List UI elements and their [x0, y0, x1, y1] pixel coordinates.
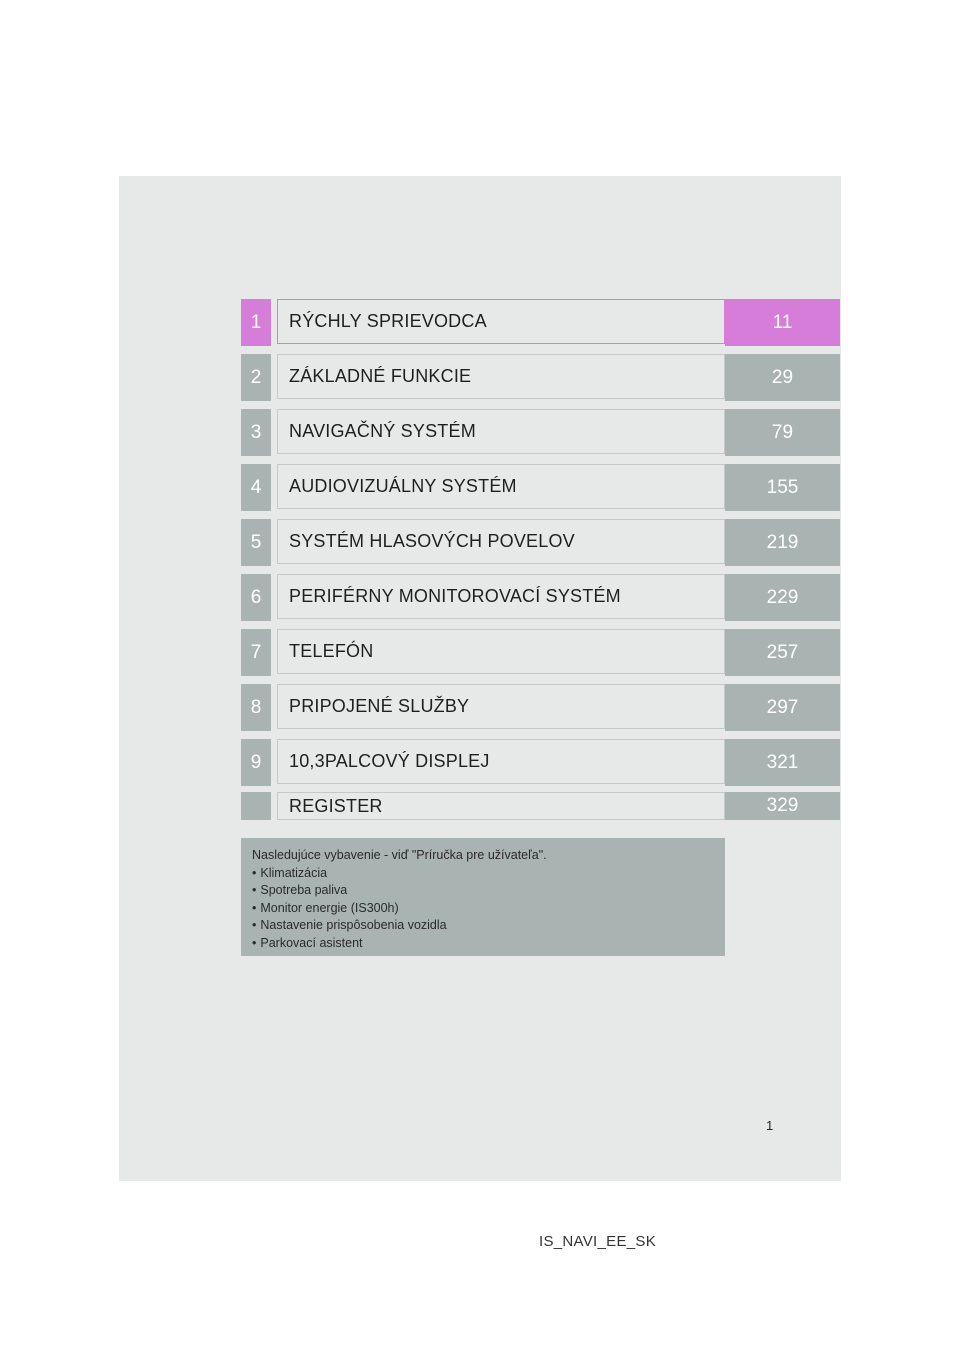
chapter-number: 5 — [241, 519, 271, 566]
chapter-number: 8 — [241, 684, 271, 731]
page-number: 1 — [766, 1118, 774, 1133]
chapter-title: PERIFÉRNY MONITOROVACÍ SYSTÉM — [277, 574, 725, 619]
chapter-number: 9 — [241, 739, 271, 786]
toc-row-1[interactable] — [241, 299, 840, 346]
footer-code: IS_NAVI_EE_SK — [539, 1233, 657, 1250]
toc-row-register[interactable] — [241, 792, 840, 820]
toc-row-3[interactable] — [241, 409, 840, 456]
chapter-page: 219 — [725, 519, 840, 566]
chapter-number-blank — [241, 792, 271, 820]
toc-row-4[interactable] — [241, 464, 840, 511]
toc-row-8[interactable] — [241, 684, 840, 731]
note-item: • Monitor energie (IS300h) — [252, 900, 714, 918]
chapter-page: 11 — [725, 299, 840, 346]
chapter-title: AUDIOVIZUÁLNY SYSTÉM — [277, 464, 725, 509]
chapter-title: SYSTÉM HLASOVÝCH POVELOV — [277, 519, 725, 564]
chapter-number: 3 — [241, 409, 271, 456]
toc-row-7[interactable] — [241, 629, 840, 676]
chapter-page: 29 — [725, 354, 840, 401]
note-item: • Nastavenie prispôsobenia vozidla — [252, 917, 714, 935]
chapter-number: 2 — [241, 354, 271, 401]
toc-row-5[interactable] — [241, 519, 840, 566]
chapter-number: 1 — [241, 299, 271, 346]
chapter-page: 79 — [725, 409, 840, 456]
toc-row-9[interactable] — [241, 739, 840, 786]
chapter-title: REGISTER — [277, 792, 725, 820]
chapter-title: TELEFÓN — [277, 629, 725, 674]
table-of-contents — [241, 299, 840, 828]
chapter-title: ZÁKLADNÉ FUNKCIE — [277, 354, 725, 399]
chapter-page: 229 — [725, 574, 840, 621]
chapter-title: PRIPOJENÉ SLUŽBY — [277, 684, 725, 729]
equipment-note — [241, 838, 725, 956]
chapter-page: 329 — [725, 792, 840, 820]
note-intro: Nasledujúce vybavenie - viď "Príručka pre užívateľa". — [252, 848, 547, 862]
chapter-number: 6 — [241, 574, 271, 621]
chapter-page: 257 — [725, 629, 840, 676]
note-item: • Spotreba paliva — [252, 882, 714, 900]
chapter-page: 155 — [725, 464, 840, 511]
chapter-title: RÝCHLY SPRIEVODCA — [277, 299, 725, 344]
chapter-number: 4 — [241, 464, 271, 511]
toc-row-2[interactable] — [241, 354, 840, 401]
chapter-page: 297 — [725, 684, 840, 731]
chapter-title: NAVIGAČNÝ SYSTÉM — [277, 409, 725, 454]
note-item: • Parkovací asistent — [252, 935, 714, 953]
chapter-title: 10,3PALCOVÝ DISPLEJ — [277, 739, 725, 784]
chapter-number: 7 — [241, 629, 271, 676]
toc-row-6[interactable] — [241, 574, 840, 621]
note-item: • Klimatizácia — [252, 865, 714, 883]
chapter-page: 321 — [725, 739, 840, 786]
